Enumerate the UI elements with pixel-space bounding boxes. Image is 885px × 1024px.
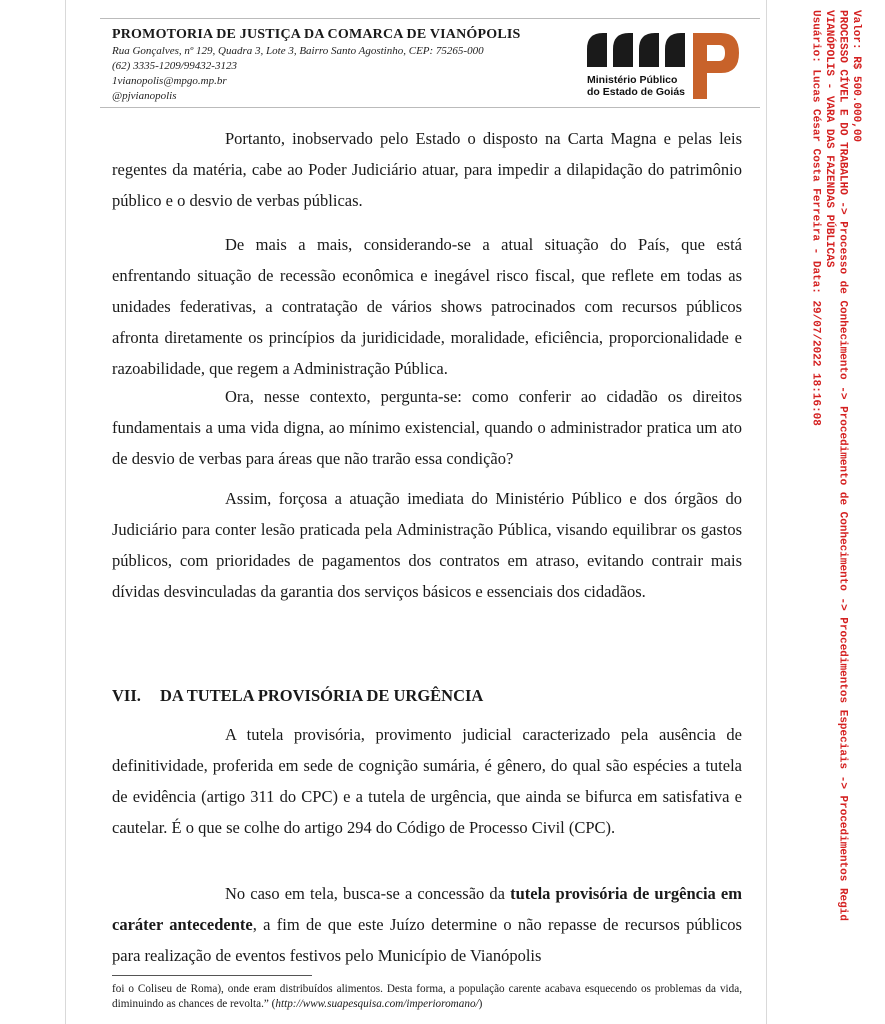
stamp-process: PROCESSO CÍVEL E DO TRABALHO -> Processo de Conhecimento -> Procedimento de Conhecimento -> Procedimentos Especiais -> Procedimentos Regid [836, 10, 849, 921]
stamp-value: Valor: R$ 500.000,00 [850, 10, 862, 143]
logo-caption: Ministério Público do Estado de Goiás [587, 74, 686, 98]
header-social: @pjvianopolis [112, 90, 177, 102]
protocol-stamp [808, 10, 862, 921]
bold-phrase: tutela provisória de urgência em caráter antecedente [112, 884, 742, 934]
footnote-separator [112, 975, 312, 976]
paragraph-3: Ora, nesse contexto, pergunta-se: como conferir ao cidadão os direitos fundamentais a uma vida digna, ao mínimo existencial, quando o administrador pratica um ato de desvio de verbas para áreas que não trarão essa condição? [112, 387, 742, 468]
section-heading [112, 686, 483, 706]
header-address: Rua Gonçalves, nº 129, Quadra 3, Lote 3, Bairro Santo Agostinho, CEP: 75265-000 [112, 45, 484, 57]
paragraph-2: De mais a mais, considerando-se a atual situação do País, que está enfrentando situação de recessão econômica e inegável risco fiscal, que reflete em todas as unidades federativas, a contratação de vários shows patrocinados com recursos públicos afronta diretamente os princípios da juridicidade, moralidade, eficiência, proporcionalidade e razoabilidade, que regem a Administração Pública. [112, 235, 742, 378]
section-number: VII. [112, 686, 141, 705]
footnote-link[interactable]: http://www.suapesquisa.com/imperioromano/ [275, 998, 479, 1010]
section-title: DA TUTELA PROVISÓRIA DE URGÊNCIA [160, 686, 484, 705]
org-title: PROMOTORIA DE JUSTIÇA DA COMARCA DE VIANÓPOLIS [112, 27, 521, 42]
footnote: foi o Coliseu de Roma), onde eram distribuídos alimentos. Desta forma, a população carente acabava esquecendo os problemas da vida, diminuindo as chances de revolta.” (http://www.suapesquisa.com/imperioromano/) [112, 983, 742, 1010]
stamp-court: VIANÓPOLIS - VARA DAS FAZENDAS PÚBLICAS [823, 10, 835, 268]
paragraph-4: Assim, forçosa a atuação imediata do Ministério Público e dos órgãos do Judiciário para conter lesão praticada pela Administração Pública, visando equilibrar os gastos públicos, com prioridades de pagamentos dos contratos em atraso, evitando contrair mais dívidas desvinculadas da garantia dos serviços básicos e essenciais dos cidadãos. [112, 489, 742, 601]
header-email: 1vianopolis@mpgo.mp.br [112, 75, 227, 87]
stamp-user: Usuário: Lucas César Costa Ferreira - Data: 29/07/2022 18:16:08 [809, 10, 822, 426]
paragraph-5: A tutela provisória, provimento judicial caracterizado pela ausência de definitividade, proferida em sede de cognição sumária, é gênero, do qual são espécies a tutela de evidência (artigo 311 do CPC) e a tutela de urgência, que ainda se bifurca em satisfativa e cautelar. É o que se colhe do artigo 294 do Código de Processo Civil (CPC). [112, 725, 742, 837]
paragraph-6: No caso em tela, busca-se a concessão da tutela provisória de urgência em caráter antecedente, a fim de que este Juízo determine o não repasse de recursos públicos para realização de eventos festivos pelo Município de Vianópolis [112, 884, 742, 965]
paragraph-1: Portanto, inobservado pelo Estado o disposto na Carta Magna e pelas leis regentes da matéria, cabe ao Poder Judiciário atuar, para impedir a dilapidação do patrimônio público e o desvio de verbas públicas. [112, 129, 742, 210]
header-phone: (62) 3335-1209/99432-3123 [112, 60, 237, 72]
